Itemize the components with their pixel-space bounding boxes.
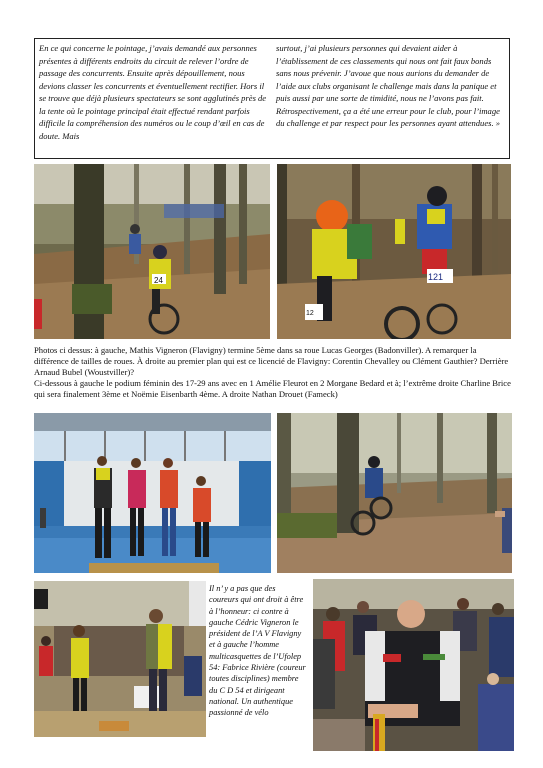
photo-flavigny-rider	[277, 164, 511, 339]
quote-right-column: surtout, j’ai plusieurs personnes qui devaient aider à l’établissement de ces classements qui nous ont fait faux bonds sans nous prévenir. J’avoue que nous aurions du demander de l’aide aux clubs organisant le challenge mais dans la panique et puis aussi par une sorte de timidité, nous ne l’avons pas fait. Rétrospectivement, ça a été une erreur pour le club, pour l’image du challenge et par respect pour les personnes ayant attendues. »	[276, 43, 500, 129]
photo-podium-feminin	[34, 413, 271, 573]
plate-number-a: 121	[428, 272, 444, 282]
caption-bottom-photos: Ci-dessous à gauche le podium féminin des 17-29 ans avec en 1 Amélie Fleurot en 2 Morgane Bedard et à; l’extrême droite Charline Brice qui sera finalement 3ème et Noëmie Eisenbarth 4ème. A droite Nathan Drouet (Fameck)	[34, 378, 511, 399]
photo-nathan-drouet	[277, 413, 512, 573]
photo-cedric-vigneron	[34, 581, 206, 737]
photo-fabrice-riviere	[313, 579, 514, 751]
quote-left-column: En ce qui concerne le pointage, j’avais demandé aux personnes présentes à différents endroits du circuit de relever l’ordre de passage des concurrents. Ensuite après dépouillement, nous devions classer les concurrents et éventuellement rectifier. Hors il se trouve que déjà plusieurs spectateurs se sont agglutinés près de la tente où le pointage principal était effectué rendant parfois difficile la compréhension des numéros ou le coup d’œil en cas de doute. Mais	[39, 43, 267, 141]
plate-number-b: 12	[306, 310, 314, 317]
plate-number: 24	[154, 276, 163, 285]
caption-top-photos: Photos ci dessus: à gauche, Mathis Vigneron (Flavigny) termine 5ème dans sa roue Lucas Georges (Badonviller). A remarquer la différence de tailles de roues. À droite au premier plan qui est ce licencié de Flavigny: Corentin Chevalley ou Clément Gauthier? Derrière Arnaud Bubel (Woustviller)?	[34, 345, 509, 377]
photo-mathis-vigneron	[34, 164, 270, 339]
photo-caption	[34, 345, 512, 400]
side-text-honneur: Il n’ y a pas que des coureurs qui ont droit à être à l’honneur: ci contre à gauche Cédric Vigneron le président de l’A V Flavigny et à gauche l’homme multicasquettes de l’Ufolep 54: Fabrice Rivière (coureur toutes disciplines) membre du C D 54 et dirigeant national. Un authentique passionné de vélo	[209, 584, 306, 718]
quote-box	[34, 38, 510, 159]
